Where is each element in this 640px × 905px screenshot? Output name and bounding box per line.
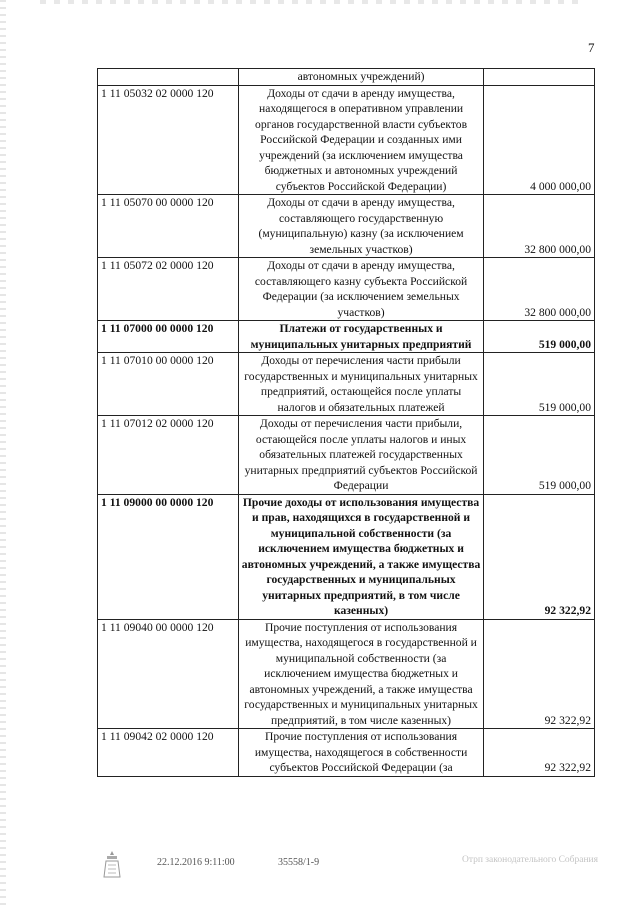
footer-date: 22.12.2016 9:11:00 — [157, 857, 235, 868]
row-code: 1 11 07012 02 0000 120 — [98, 416, 239, 495]
row-code: 1 11 07000 00 0000 120 — [98, 321, 239, 353]
table-row — [98, 729, 595, 777]
footer-watermark: Отрп законодательного Собрания — [461, 855, 599, 865]
emblem-stamp-icon — [100, 849, 124, 879]
row-code: 1 11 09000 00 0000 120 — [98, 494, 239, 619]
table-row — [98, 619, 595, 729]
row-code: 1 11 07010 00 0000 120 — [98, 353, 239, 416]
row-amount: 92 322,92 — [484, 619, 595, 729]
scan-edge-left — [0, 0, 6, 905]
row-name: Доходы от перечисления части прибыли, остающейся после уплаты налогов и иных обязательных платежей государственных унитарных предприятий субъектов Российской Федерации — [238, 416, 484, 495]
row-name: Платежи от государственных и муниципальных унитарных предприятий — [238, 321, 484, 353]
row-code: 1 11 05072 02 0000 120 — [98, 258, 239, 321]
table-row — [98, 416, 595, 495]
table-row — [98, 69, 595, 86]
row-amount: 92 322,92 — [484, 729, 595, 777]
row-name: Доходы от сдачи в аренду имущества, составляющего государственную (муниципальную) казну (за исключением земельных участков) — [238, 195, 484, 258]
row-name: Доходы от сдачи в аренду имущества, составляющего казну субъекта Российской Федерации (за исключением земельных участков) — [238, 258, 484, 321]
table-row — [98, 258, 595, 321]
row-amount: 519 000,00 — [484, 321, 595, 353]
table-row — [98, 321, 595, 353]
row-amount: 4 000 000,00 — [484, 85, 595, 195]
row-code — [98, 69, 239, 86]
row-amount: 519 000,00 — [484, 416, 595, 495]
page-footer — [0, 855, 640, 885]
table-row — [98, 353, 595, 416]
row-code: 1 11 05032 02 0000 120 — [98, 85, 239, 195]
row-code: 1 11 05070 00 0000 120 — [98, 195, 239, 258]
row-amount: 32 800 000,00 — [484, 258, 595, 321]
row-name: Доходы от сдачи в аренду имущества, находящегося в оперативном управлении органов государственной власти субъектов Российской Федерации и созданных ими учреждений (за исключением имущества бюджетных и автономных учреждений субъектов Российской Федерации) — [238, 85, 484, 195]
table-row — [98, 195, 595, 258]
budget-table — [97, 68, 595, 777]
row-name: Прочие доходы от использования имущества и прав, находящихся в государственной и муниципальной собственности (за исключением имущества бюджетных и автономных учреждений, а также имущества государственных и муниципальных унитарных предприятий, в том числе казенных) — [238, 494, 484, 619]
scan-edge-top — [40, 0, 580, 4]
row-name: Прочие поступления от использования имущества, находящегося в собственности субъектов Российской Федерации (за — [238, 729, 484, 777]
row-name: автономных учреждений) — [238, 69, 484, 86]
row-amount: 32 800 000,00 — [484, 195, 595, 258]
row-amount: 92 322,92 — [484, 494, 595, 619]
table-row — [98, 494, 595, 619]
table-row — [98, 85, 595, 195]
footer-doc-number: 35558/1-9 — [278, 857, 320, 868]
row-amount — [484, 69, 595, 86]
row-name: Доходы от перечисления части прибыли государственных и муниципальных унитарных предприятий, остающейся после уплаты налогов и обязательных платежей — [238, 353, 484, 416]
row-code: 1 11 09042 02 0000 120 — [98, 729, 239, 777]
row-amount: 519 000,00 — [484, 353, 595, 416]
row-name: Прочие поступления от использования имущества, находящегося в государственной и муниципальной собственности (за исключением имущества бюджетных и автономных учреждений, а также имущества государственных и муниципальных унитарных предприятий, в том числе казенных) — [238, 619, 484, 729]
page-number: 7 — [588, 40, 595, 55]
row-code: 1 11 09040 00 0000 120 — [98, 619, 239, 729]
